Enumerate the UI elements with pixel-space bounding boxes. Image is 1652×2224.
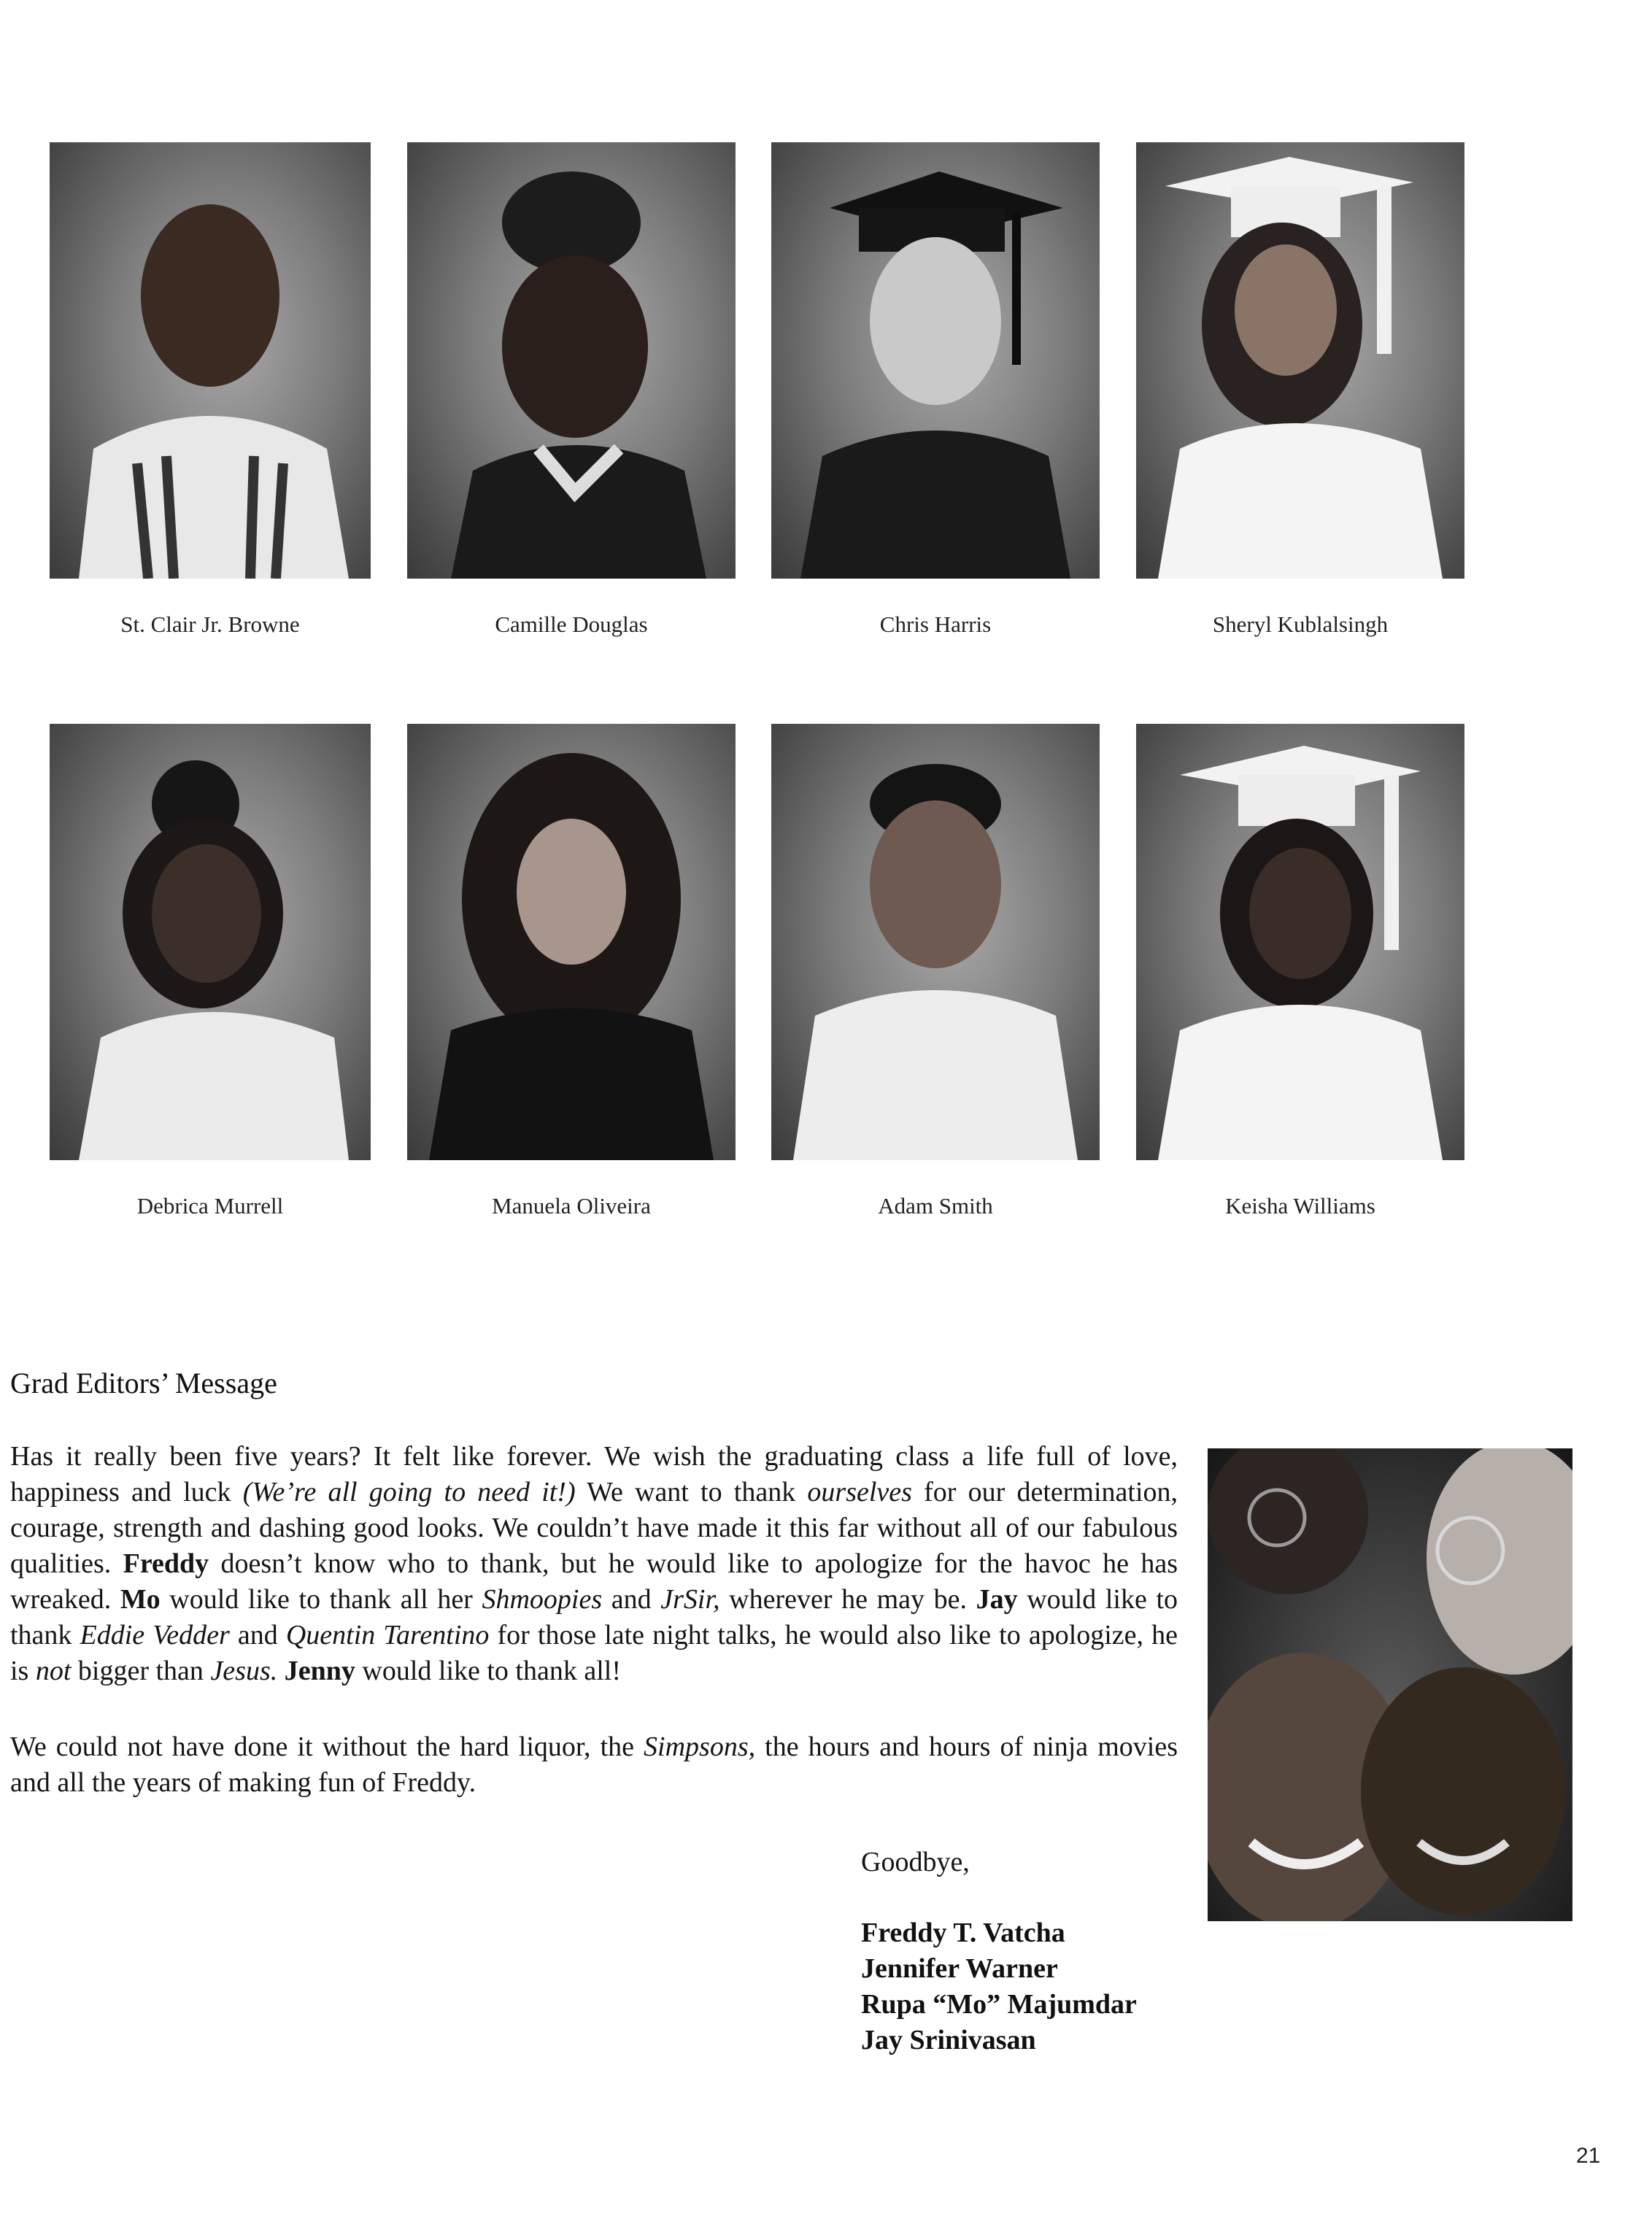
closing-line: Goodbye, [861,1847,970,1877]
portrait-photo-oliveira [407,724,736,1160]
portrait-caption: Keisha Williams [1225,1193,1375,1219]
portrait-photo-browne [50,142,371,579]
message-heading: Grad Editors’ Message [10,1367,277,1399]
portrait-photo-harris [771,142,1100,579]
message-paragraph: Has it really been five years? It felt like forever. We wish the graduating class a life full of love, happiness and luck (We’re all going to need it!) We want to thank ourselves for our determination, courage, strength and dashing good looks. We couldn’t have made it this far without all of our fabulous qualities. Freddy doesn’t know who to thank, but he would like to apologize for the havoc he has wreaked. Mo would like to thank all her Shmoopies and JrSir, wherever he may be. Jay would like to thank Eddie Vedder and Quentin Tarentino for those late night talks, he would also like to apologize, he is not bigger than Jesus. Jenny would like to thank all! [10,1441,1178,1686]
portrait-caption: Camille Douglas [495,611,648,637]
portrait-caption: Debrica Murrell [136,1193,284,1219]
portrait-caption: Adam Smith [878,1193,993,1219]
signature-name: Rupa “Mo” Majumdar [861,1989,1137,2020]
portrait-caption: Chris Harris [879,611,992,637]
signature-block [861,1915,1137,2058]
portrait-caption: Manuela Oliveira [492,1193,651,1219]
signature-name: Jennifer Warner [861,1953,1058,1984]
page-number: 21 [1576,2144,1601,2168]
signature-name: Jay Srinivasan [861,2025,1036,2055]
editors-group-photo [1208,1448,1572,1921]
portrait-caption: St. Clair Jr. Browne [120,611,300,637]
message-paragraph: We could not have done it without the hard liquor, the Simpsons, the hours and hours of ninja movies and all the years of making fun of Freddy. [10,1731,1178,1798]
portrait-photo-smith [771,724,1100,1160]
portrait-photo-kublalsingh [1136,142,1464,579]
signature-name: Freddy T. Vatcha [861,1918,1065,1948]
portrait-photo-douglas [407,142,736,579]
portrait-caption: Sheryl Kublalsingh [1212,611,1389,637]
portrait-photo-murrell [50,724,371,1160]
portrait-photo-williams [1136,724,1464,1160]
